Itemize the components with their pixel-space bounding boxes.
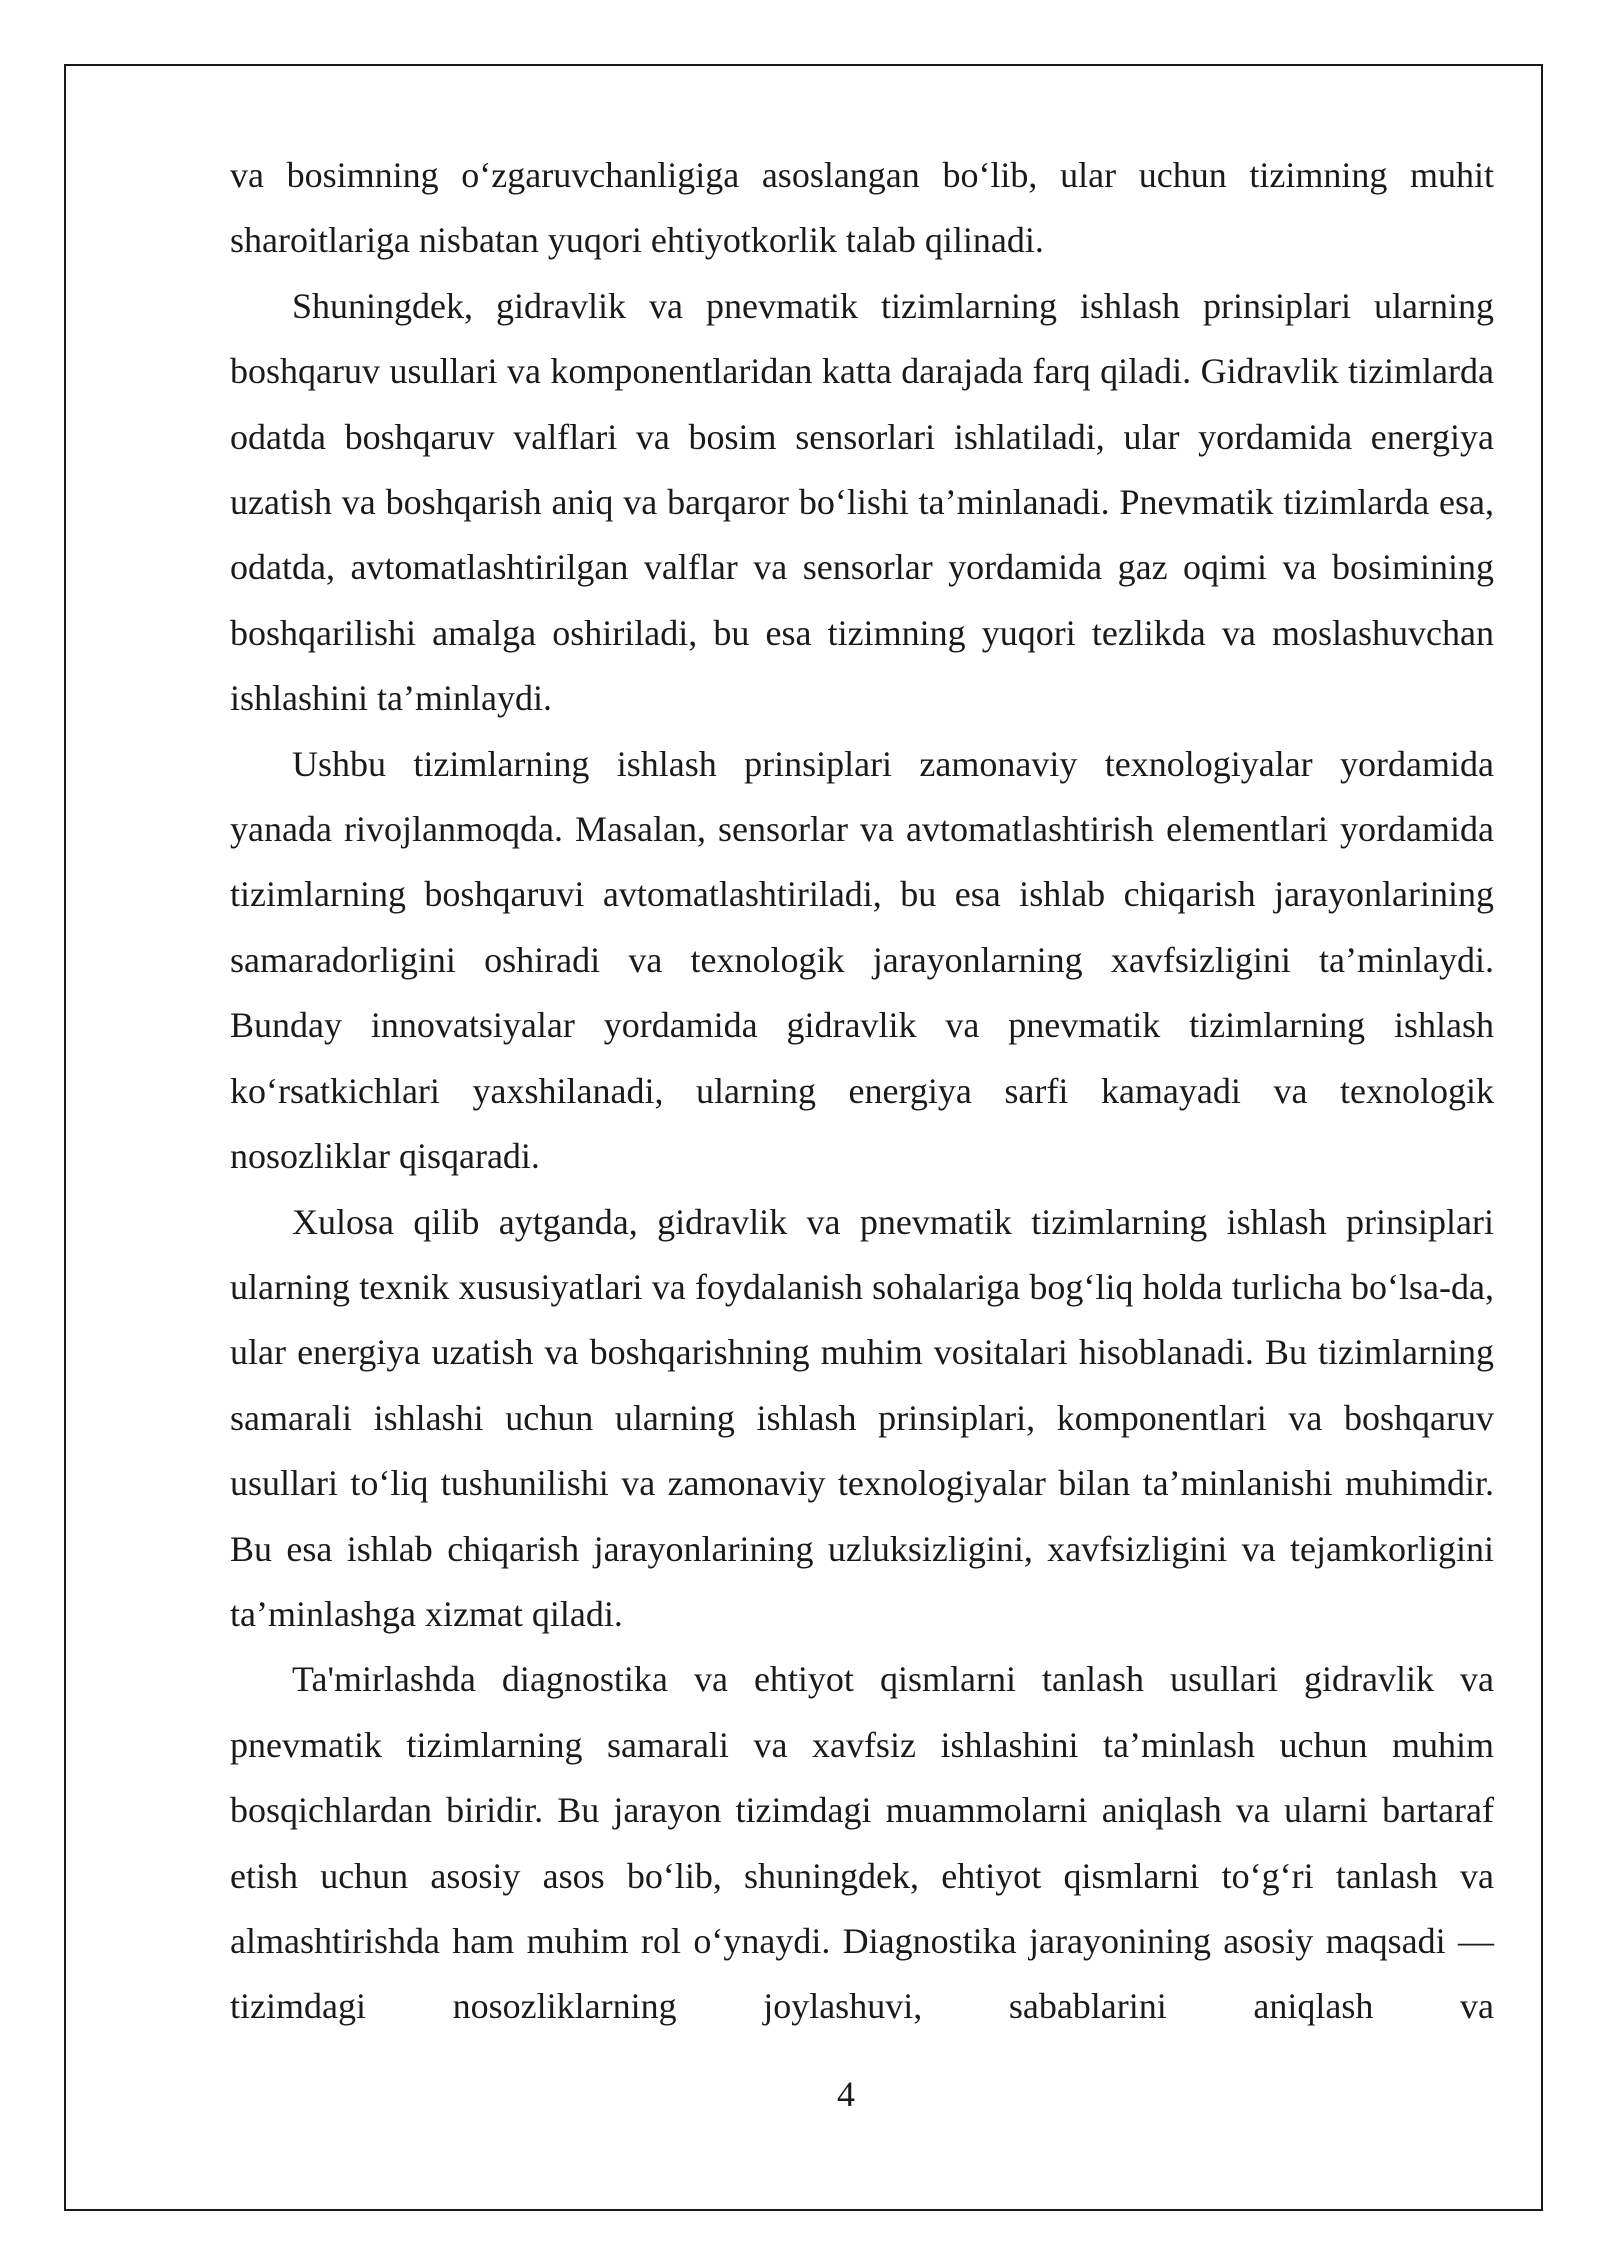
paragraph-5: Ta'mirlashda diagnostika va ehtiyot qismlarni tanlash usullari gidravlik va pnevmatik tizimlarning samarali va xavfsiz ishlashini ta’minlash uchun muhim bosqichlardan biridir. Bu jarayon tizimdagi muammolarni aniqlash va ularni bartaraf etish uchun asosiy asos bo‘lib, shuningdek, ehtiyot qismlarni to‘g‘ri tanlash va almashtirishda ham muhim rol o‘ynaydi. Diagnostika jarayonining asosiy maqsadi — tizimdagi nosozliklarning joylashuvi, sabablarini aniqlash va	[230, 1659, 1494, 2027]
paragraph-1: va bosimning o‘zgaruvchanligiga asoslangan bo‘lib, ular uchun tizimning muhit sharoitlariga nisbatan yuqori ehtiyotkorlik talab qilinadi.	[230, 155, 1494, 261]
paragraph-2: Shuningdek, gidravlik va pnevmatik tizimlarning ishlash prinsiplari ularning boshqaruv usullari va komponentlaridan katta darajada farq qiladi. Gidravlik tizimlarda odatda boshqaruv valflari va bosim sensorlari ishlatiladi, ular yordamida energiya uzatish va boshqarish aniq va barqaror bo‘lishi ta’minlanadi. Pnevmatik tizimlarda esa, odatda, avtomatlashtirilgan valflar va sensorlar yordamida gaz oqimi va bosimining boshqarilishi amalga oshiriladi, bu esa tizimning yuqori tezlikda va moslashuvchan ishlashini ta’minlaydi.	[230, 285, 1494, 719]
paragraph-4: Xulosa qilib aytganda, gidravlik va pnevmatik tizimlarning ishlash prinsiplari ularning texnik xususiyatlari va foydalanish sohalariga bog‘liq holda turlicha bo‘lsa-da, ular energiya uzatish va boshqarishning muhim vositalari hisoblanadi. Bu tizimlarning samarali ishlashi uchun ularning ishlash prinsiplari, komponentlari va boshqaruv usullari to‘liq tushunilishi va zamonaviy texnologiyalar bilan ta’minlanishi muhimdir. Bu esa ishlab chiqarish jarayonlarining uzluksizligini, xavfsizligini va tejamkorligini ta’minlashga xizmat qiladi.	[230, 1201, 1494, 1634]
page-number: 4	[837, 2074, 855, 2114]
paragraph-3: Ushbu tizimlarning ishlash prinsiplari zamonaviy texnologiyalar yordamida yanada rivojlanmoqda. Masalan, sensorlar va avtomatlashtirish elementlari yordamida tizimlarning boshqaruvi avtomatlashtiriladi, bu esa ishlab chiqarish jarayonlarining samaradorligini oshiradi va texnologik jarayonlarning xavfsizligini ta’minlaydi. Bunday innovatsiyalar yordamida gidravlik va pnevmatik tizimlarning ishlash ko‘rsatkichlari yaxshilanadi, ularning energiya sarfi kamayadi va texnologik nosozliklar qisqaradi.	[230, 743, 1494, 1177]
document-body	[230, 143, 1494, 2040]
